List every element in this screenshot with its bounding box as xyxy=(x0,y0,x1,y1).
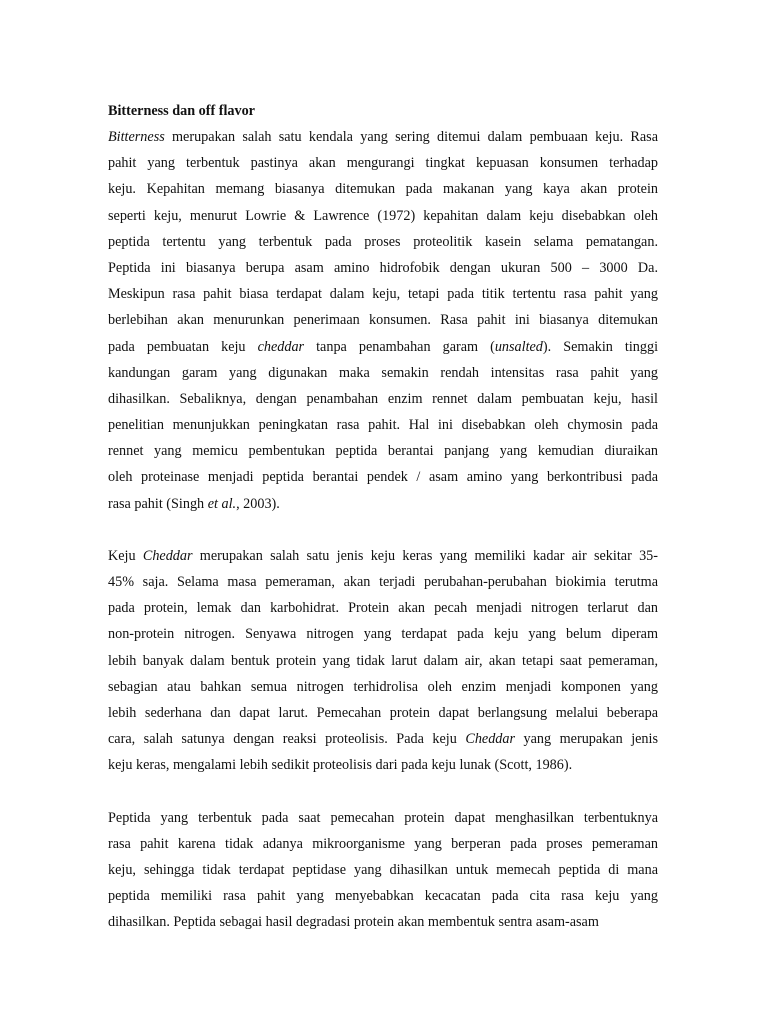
text-run: berlebihan akan menurunkan penerimaan konsumen. Rasa pahit ini biasanya ditemukan xyxy=(108,312,658,329)
text-line xyxy=(108,124,658,150)
text-run: lebih sederhana dan dapat larut. Pemecahan protein dapat berlangsung melalui beberapa xyxy=(108,704,658,721)
paragraph-gap xyxy=(108,517,658,543)
text-run: cara, salah satunya dengan reaksi proteolisis. Pada keju xyxy=(108,731,466,748)
text-line xyxy=(108,438,658,464)
text-run: Peptida ini biasanya berupa asam amino hidrofobik dengan ukuran 500 – 3000 Da. xyxy=(108,259,658,276)
paragraph xyxy=(108,805,658,936)
text-line xyxy=(108,883,658,909)
text-run: keju, sehingga tidak terdapat peptidase yang dihasilkan untuk memecah peptida di mana xyxy=(108,861,658,878)
text-line xyxy=(108,674,658,700)
text-line xyxy=(108,334,658,360)
text-line xyxy=(108,700,658,726)
italic-term: Bitterness xyxy=(108,129,165,145)
text-run: peptida tertentu yang terbentuk pada proses proteolitik kasein selama pematangan. xyxy=(108,233,658,250)
italic-term: Cheddar xyxy=(465,731,516,748)
text-run: yang merupakan jenis xyxy=(515,731,658,748)
document-page xyxy=(108,98,658,935)
text-run: pada pembuatan keju xyxy=(108,338,258,355)
text-line xyxy=(108,831,658,857)
italic-term: et al. xyxy=(207,495,237,512)
section-heading: Bitterness dan off flavor xyxy=(108,103,255,119)
text-run: keju. Kepahitan memang biasanya ditemukan pada makanan yang kaya akan protein xyxy=(108,181,658,198)
italic-term: Cheddar xyxy=(142,547,193,564)
text-line xyxy=(108,176,658,202)
text-line xyxy=(108,595,658,621)
text-line xyxy=(108,464,658,490)
text-run: oleh proteinase menjadi peptida berantai pendek / asam amino yang berkontribusi pada xyxy=(108,469,658,486)
text-line xyxy=(108,857,658,883)
text-line xyxy=(108,360,658,386)
text-run: keju keras, mengalami lebih sedikit proteolisis dari pada keju lunak (Scott, 1986). xyxy=(108,757,573,774)
text-run: 45% saja. Selama masa pemeraman, akan terjadi perubahan-perubahan biokimia terutma xyxy=(108,574,658,590)
text-run: merupakan salah satu jenis keju keras yang memiliki kadar air sekitar 35- xyxy=(192,547,658,564)
text-run: kandungan garam yang digunakan maka semakin rendah intensitas rasa pahit yang xyxy=(108,364,658,381)
text-line xyxy=(108,648,658,674)
text-line xyxy=(108,229,658,255)
text-line xyxy=(108,203,658,229)
text-run: pahit yang terbentuk pastinya akan mengurangi tingkat kepuasan konsumen terhadap xyxy=(108,155,658,172)
text-run: sebagian atau bahkan semua nitrogen terhidrolisa oleh enzim menjadi komponen yang xyxy=(108,678,658,695)
text-run: rasa pahit karena tidak adanya mikroorganisme yang berperan pada proses pemeraman xyxy=(108,835,658,852)
text-line xyxy=(108,150,658,176)
text-run: merupakan salah satu kendala yang sering ditemui dalam pembuaan keju. Rasa xyxy=(164,129,658,145)
text-run: peptida memiliki rasa pahit yang menyebabkan kecacatan pada cita rasa keju yang xyxy=(108,888,658,905)
text-run: lebih banyak dalam bentuk protein yang tidak larut dalam air, akan tetapi saat pemeraman, xyxy=(108,652,658,669)
text-run: , 2003). xyxy=(236,495,280,512)
text-run: pada protein, lemak dan karbohidrat. Protein akan pecah menjadi nitrogen terlarut dan xyxy=(108,600,658,617)
text-line xyxy=(108,805,658,831)
paragraph xyxy=(108,543,658,779)
text-line xyxy=(108,909,658,935)
text-line xyxy=(108,569,658,595)
text-line xyxy=(108,281,658,307)
text-run: penelitian menunjukkan peningkatan rasa pahit. Hal ini disebabkan oleh chymosin pada xyxy=(108,417,658,434)
text-line xyxy=(108,412,658,438)
text-run: rennet yang memicu pembentukan peptida berantai panjang yang kemudian diuraikan xyxy=(108,443,658,460)
text-line xyxy=(108,307,658,333)
text-run: non-protein nitrogen. Senyawa nitrogen yang terdapat pada keju yang belum diperam xyxy=(108,626,658,643)
text-run: tanpa penambahan garam ( xyxy=(304,338,495,355)
text-run: seperti keju, menurut Lowrie & Lawrence (1972) kepahitan dalam keju disebabkan oleh xyxy=(108,207,658,224)
text-line xyxy=(108,621,658,647)
document-body xyxy=(108,124,658,935)
text-line xyxy=(108,752,658,778)
text-run: rasa pahit (Singh xyxy=(108,495,208,512)
text-run: Keju xyxy=(108,547,143,564)
text-line xyxy=(108,543,658,569)
text-line xyxy=(108,726,658,752)
italic-term: unsalted xyxy=(494,338,543,355)
italic-term: cheddar xyxy=(257,338,305,355)
text-run: Peptida yang terbentuk pada saat pemecahan protein dapat menghasilkan terbentuknya xyxy=(108,809,658,826)
text-line xyxy=(108,386,658,412)
text-line xyxy=(108,491,658,517)
text-run: dihasilkan. Peptida sebagai hasil degradasi protein akan membentuk sentra asam-asam xyxy=(108,914,599,931)
paragraph-gap xyxy=(108,779,658,805)
text-run: Meskipun rasa pahit biasa terdapat dalam keju, tetapi pada titik tertentu rasa pahit yang xyxy=(108,286,658,303)
text-line xyxy=(108,255,658,281)
text-run: ). Semakin tinggi xyxy=(542,338,659,355)
paragraph xyxy=(108,124,658,517)
text-run: dihasilkan. Sebaliknya, dengan penambahan enzim rennet dalam pembuatan keju, hasil xyxy=(108,390,658,407)
